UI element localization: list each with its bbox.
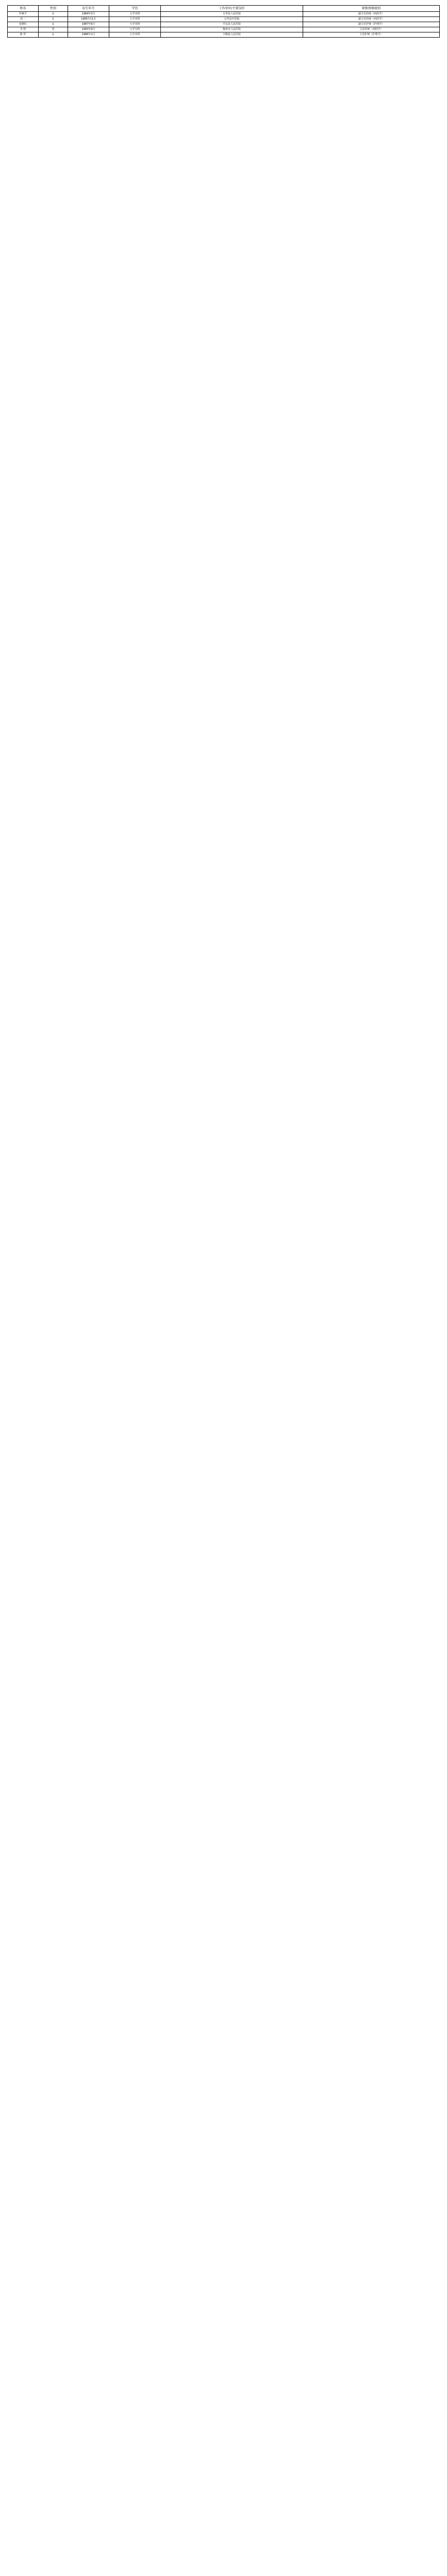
header-workplace: 工作单位/主要岗位 bbox=[161, 6, 303, 12]
cell-education: 大学本科 bbox=[109, 12, 161, 17]
cell-name: 刘 一 bbox=[8, 17, 39, 22]
cell-workplace: 五华县人民医院 bbox=[161, 12, 303, 17]
cell-name: 陈 华 bbox=[8, 32, 39, 38]
table-body bbox=[8, 12, 440, 38]
cell-gender: 女 bbox=[39, 32, 68, 38]
cell-education: 大学本科 bbox=[109, 32, 161, 38]
cell-gender: 女 bbox=[39, 17, 68, 22]
cell-name: 罗燕平 bbox=[8, 12, 39, 17]
cell-birth: 1984年3月 bbox=[68, 12, 109, 17]
cell-title: 副主任护师（护理学） bbox=[303, 22, 440, 27]
header-gender: 性别 bbox=[39, 6, 68, 12]
cell-birth: 1985年11月 bbox=[68, 17, 109, 22]
cell-title: 副主任药师（西药学） bbox=[303, 17, 440, 22]
document-page bbox=[7, 5, 439, 38]
cell-title: 副主任药师（西药学） bbox=[303, 12, 440, 17]
cell-workplace: 梅州市人民医院 bbox=[161, 27, 303, 32]
header-education: 学历 bbox=[109, 6, 161, 12]
header-title: 职称资格级别 bbox=[303, 6, 440, 12]
header-birth: 出生年月 bbox=[68, 6, 109, 12]
cell-workplace: 五华县中医院 bbox=[161, 17, 303, 22]
table-row bbox=[8, 22, 440, 27]
cell-workplace: 丰顺县人民医院 bbox=[161, 32, 303, 38]
table-row bbox=[8, 32, 440, 38]
cell-title: 主治医师（内科学） bbox=[303, 27, 440, 32]
cell-birth: 1983年9月 bbox=[68, 27, 109, 32]
cell-education: 大学专科 bbox=[109, 27, 161, 32]
cell-gender: 男 bbox=[39, 27, 68, 32]
cell-title: 主管护师（护理学） bbox=[303, 32, 440, 38]
cell-name: 张晓红 bbox=[8, 22, 39, 27]
cell-birth: 1987年6月 bbox=[68, 22, 109, 27]
table-header-row bbox=[8, 6, 440, 12]
cell-name: 李 明 bbox=[8, 27, 39, 32]
cell-birth: 1986年2月 bbox=[68, 32, 109, 38]
cell-workplace: 平远县人民医院 bbox=[161, 22, 303, 27]
header-name: 姓名 bbox=[8, 6, 39, 12]
cell-gender: 女 bbox=[39, 12, 68, 17]
table-row bbox=[8, 12, 440, 17]
cell-education: 大学本科 bbox=[109, 17, 161, 22]
cell-gender: 女 bbox=[39, 22, 68, 27]
table-row bbox=[8, 17, 440, 22]
personnel-table bbox=[7, 5, 440, 38]
cell-education: 大学本科 bbox=[109, 22, 161, 27]
table-row bbox=[8, 27, 440, 32]
